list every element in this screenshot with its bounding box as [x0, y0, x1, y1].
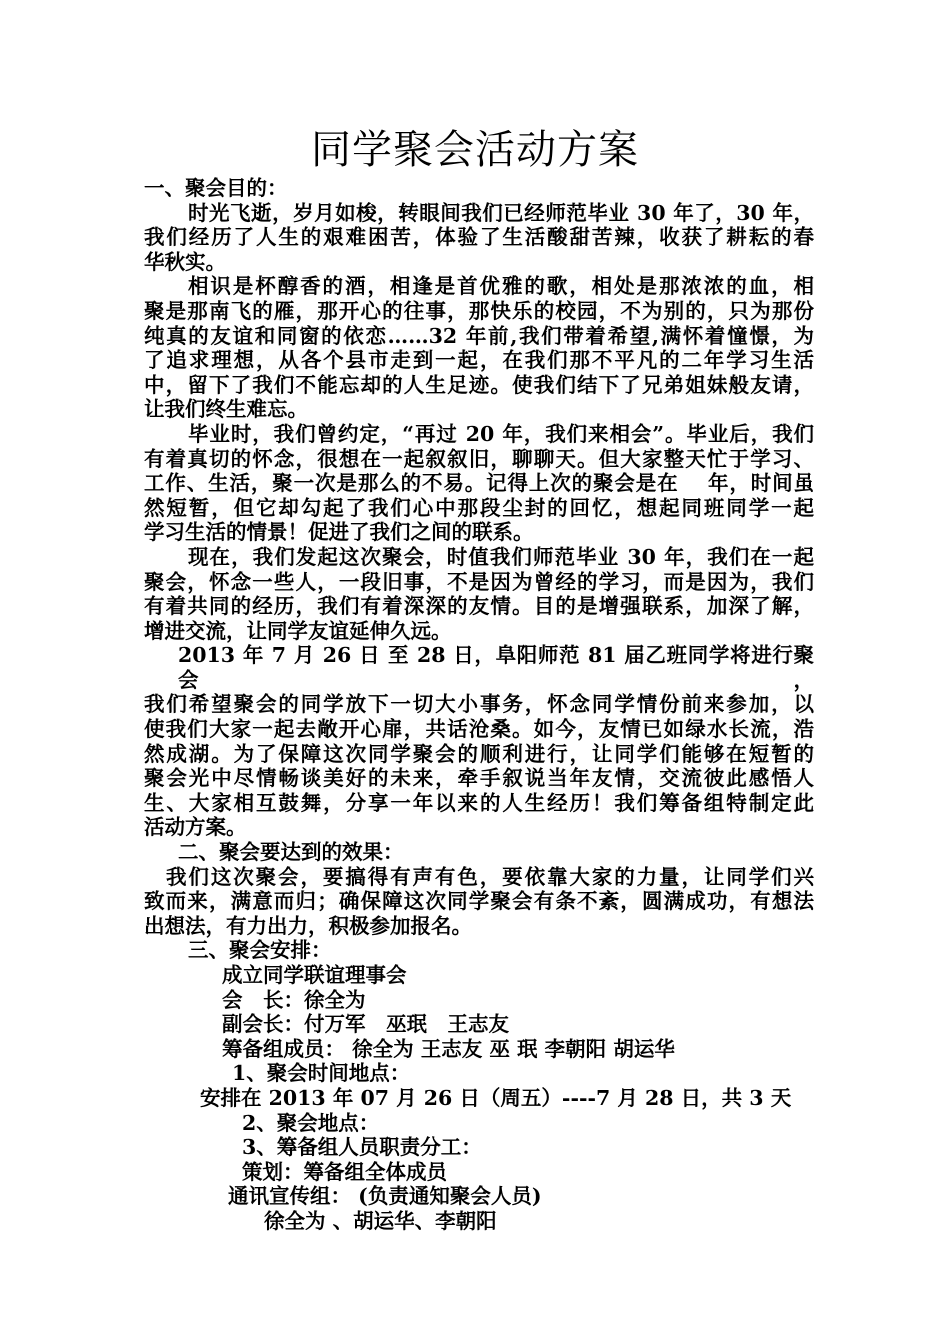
paragraph-line: 致而来，满意而归；确保障这次同学聚会有条不紊，圆满成功，有想法 [144, 889, 814, 914]
list-line: 会 长：徐全为 [222, 987, 366, 1012]
paragraph-line: 生、大家相互鼓舞，分享一年以来的人生经历！我们筹备组特制定此 [144, 790, 814, 815]
paragraph-line: 毕业时，我们曾约定，“再过 20 年，我们来相会”。毕业后，我们 [188, 421, 814, 446]
list-line: 副会长：付万军 巫珉 王志友 [222, 1012, 509, 1037]
paragraph-line: 纯真的友谊和同窗的依恋……32 年前,我们带着希望,满怀着憧憬，为 [144, 323, 814, 348]
paragraph-line: 华秋实。 [144, 249, 226, 274]
paragraph-line: 时光飞逝，岁月如梭，转眼间我们已经师范毕业 30 年了，30 年， [188, 200, 814, 225]
list-line: 2、聚会地点： [242, 1110, 380, 1135]
paragraph-line: 然短暂，但它却勾起了我们心中那段尘封的回忆，想起同班同学一起 [144, 495, 814, 520]
paragraph-line: 聚会光中尽情畅谈美好的未来，牵手叙说当年友情，交流彼此感悟人 [144, 766, 814, 791]
paragraph-line: 出想法，有力出力，积极参加报名。 [144, 913, 472, 938]
list-line: 安排在 2013 年 07 月 26 日（周五）----7 月 28 日，共 3 天 [200, 1085, 792, 1110]
paragraph-line: 现在，我们发起这次聚会，时值我们师范毕业 30 年，我们在一起 [188, 544, 814, 569]
paragraph-line: 我们这次聚会，要搞得有声有色，要依靠大家的力量，让同学们兴 [166, 864, 814, 889]
paragraph-line: 活动方案。 [144, 815, 247, 840]
paragraph-line: 有着共同的经历，我们有着深深的友情。目的是增强联系，加深了解， [144, 594, 814, 619]
list-line: 徐全为 、胡运华、李朝阳 [264, 1208, 497, 1233]
section-heading-3: 三、聚会安排： [188, 938, 332, 963]
list-line: 筹备组成员： 徐全为 王志友 巫 珉 李朝阳 胡运华 [222, 1036, 675, 1061]
paragraph-line: 中，留下了我们不能忘却的人生足迹。使我们结下了兄弟姐妹般友请， [144, 372, 814, 397]
list-line: 1、聚会时间地点： [232, 1061, 411, 1086]
section-heading-2: 二、聚会要达到的效果： [178, 840, 404, 865]
paragraph-line: 聚是那南飞的雁，那开心的往事，那快乐的校园，不为别的，只为那份 [144, 298, 814, 323]
paragraph-line: 相识是杯醇香的酒，相逢是首优雅的歌，相处是那浓浓的血，相 [188, 274, 814, 299]
paragraph-line: 我们经历了人生的艰难困苦，体验了生活酸甜苦辣，收获了耕耘的春 [144, 225, 814, 250]
document-title: 同学聚会活动方案 [311, 127, 639, 173]
list-line: 通讯宣传组： (负责通知聚会人员) [228, 1184, 542, 1209]
paragraph-line: 使我们大家一起去敞开心扉，共话沧桑。如今，友情已如绿水长流，浩 [144, 717, 814, 742]
paragraph-line: 2013 年 7 月 26 日 至 28 日，阜阳师范 81 届乙班同学将进行聚会， [178, 643, 814, 692]
paragraph-line: 工作、生活，聚一次是那么的不易。记得上次的聚会是在 年，时间虽 [144, 471, 814, 496]
paragraph-line: 有着真切的怀念，很想在一起叙叙旧，聊聊天。但大家整天忙于学习、 [144, 446, 814, 471]
paragraph-line: 了追求理想，从各个县市走到一起，在我们那不平凡的二年学习生活 [144, 348, 814, 373]
list-line: 3、筹备组人员职责分工： [242, 1135, 482, 1160]
list-line: 成立同学联谊理事会 [222, 963, 407, 987]
paragraph-line: 增进交流，让同学友谊延伸久远。 [144, 618, 452, 643]
document-body [144, 176, 814, 1234]
paragraph-line: 让我们终生难忘。 [144, 397, 308, 422]
list-line: 策划：筹备组全体成员 [242, 1159, 447, 1184]
paragraph-line: 学习生活的情景！促进了我们之间的联系。 [144, 520, 534, 545]
section-heading-1: 一、聚会目的： [144, 176, 288, 200]
paragraph-line: 然成湖。为了保障这次同学聚会的顺利进行，让同学们能够在短暂的 [144, 741, 814, 766]
paragraph-line: 聚会，怀念一些人，一段旧事，不是因为曾经的学习，而是因为，我们 [144, 569, 814, 594]
paragraph-line: 我们希望聚会的同学放下一切大小事务，怀念同学情份前来参加，以 [144, 692, 814, 717]
